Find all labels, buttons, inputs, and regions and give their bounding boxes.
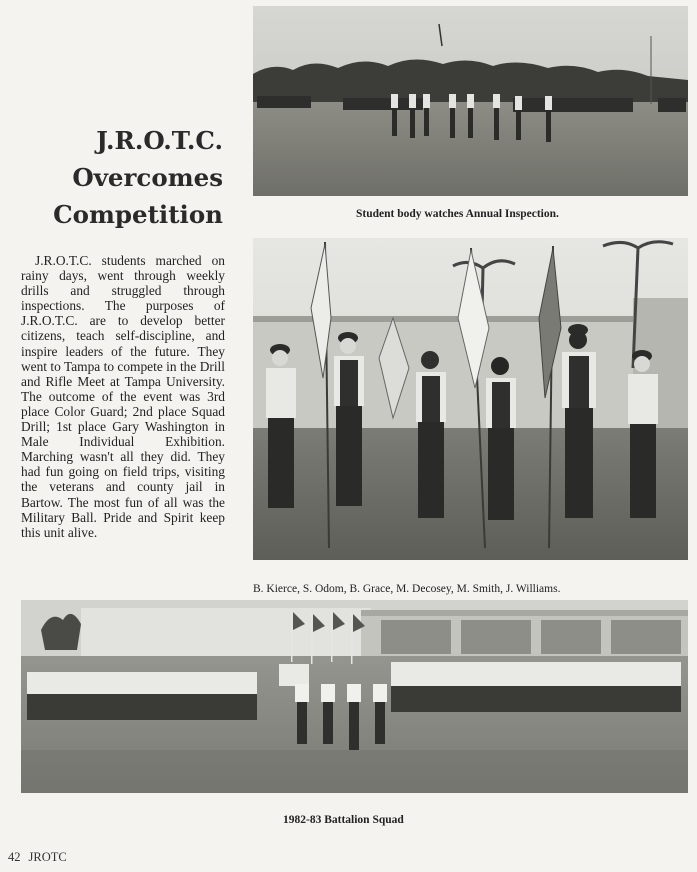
color-guard-photo [253, 238, 688, 560]
inspection-photo-image [253, 6, 688, 196]
battalion-photo-image [21, 600, 688, 793]
battalion-caption: 1982-83 Battalion Squad [283, 814, 404, 826]
title-line-3: Competition [53, 200, 223, 229]
color-guard-caption: B. Kierce, S. Odom, B. Grace, M. Decosey, M. Smith, J. Williams. [253, 583, 561, 595]
inspection-caption: Student body watches Annual Inspection. [356, 208, 559, 220]
page-footer [8, 850, 75, 865]
title-line-1: J.R.O.T.C. [96, 126, 223, 155]
section-name: JROTC [28, 850, 67, 864]
battalion-photo [21, 600, 688, 793]
inspection-photo [253, 6, 688, 196]
color-guard-photo-image [253, 238, 688, 560]
page-number: 42 [8, 850, 21, 864]
article-title [3, 122, 223, 233]
article-body: J.R.O.T.C. students marched on rainy days, went through weekly drills and struggled through inspections. The purposes of J.R.O.T.C. are to develop better citizens, teach self-discipline, and inspire leaders of the future. They went to Tampa to compete in the Drill and Rifle Meet at Tampa University. The outcome of the event was 3rd place Color Guard; 2nd place Squad Drill; 1st place Gary Washington in Male Individual Exhibition. Marching wasn't all they did. They had fun going on field trips, visiting the veterans and county jail in Bartow. The most fun of all was the Military Ball. Pride and Spirit keep this unit alive. [21, 253, 225, 540]
title-line-2: Overcomes [72, 163, 223, 192]
